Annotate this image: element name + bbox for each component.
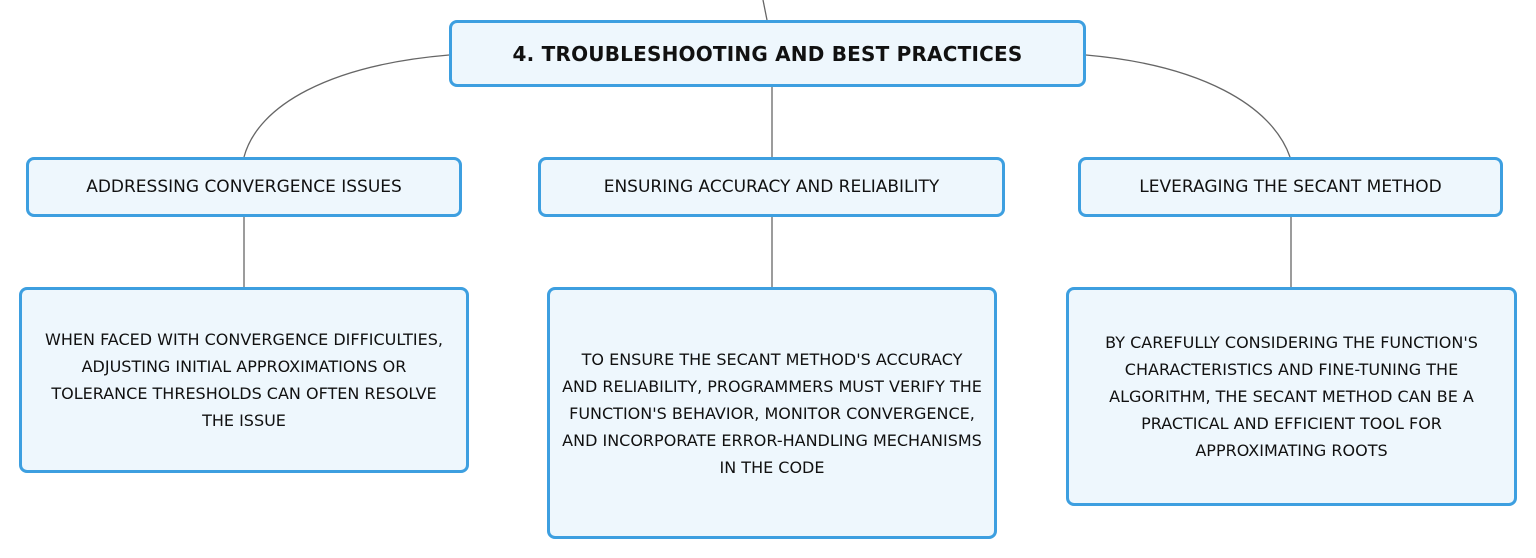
description-text: WHEN FACED WITH CONVERGENCE DIFFICULTIES, ADJUSTING INITIAL APPROXIMATIONS OR TOLERANCE THRESHOLDS CAN OFTEN RESOLVE THE ISSUE — [45, 330, 443, 430]
root-node[interactable] — [449, 20, 1086, 87]
description-node-secant[interactable] — [1066, 287, 1517, 506]
topic-node-label: LEVERAGING THE SECANT METHOD — [1139, 177, 1442, 197]
description-node-accuracy[interactable] — [547, 287, 997, 539]
root-node-label: 4. TROUBLESHOOTING AND BEST PRACTICES — [512, 41, 1023, 66]
topic-node-ensuring-accuracy[interactable] — [538, 157, 1005, 217]
topic-node-leveraging-secant[interactable] — [1078, 157, 1503, 217]
description-text: TO ENSURE THE SECANT METHOD'S ACCURACY AND RELIABILITY, PROGRAMMERS MUST VERIFY THE FUNCTION'S BEHAVIOR, MONITOR CONVERGENCE, AND INCORPORATE ERROR-HANDLING MECHANISMS IN THE CODE — [562, 349, 982, 477]
description-text: BY CAREFULLY CONSIDERING THE FUNCTION'S CHARACTERISTICS AND FINE-TUNING THE ALGORITHM, THE SECANT METHOD CAN BE A PRACTICAL AND EFFICIENT TOOL FOR APPROXIMATING ROOTS — [1105, 333, 1478, 460]
topic-node-addressing-convergence[interactable] — [26, 157, 462, 217]
connector-root-to-topic-1 — [244, 55, 449, 157]
connector-parent-to-root — [763, 0, 767, 20]
connector-root-to-topic-3 — [1086, 55, 1290, 157]
description-node-convergence[interactable] — [19, 287, 469, 473]
topic-node-label: ENSURING ACCURACY AND RELIABILITY — [603, 177, 940, 197]
topic-node-label: ADDRESSING CONVERGENCE ISSUES — [86, 177, 402, 197]
